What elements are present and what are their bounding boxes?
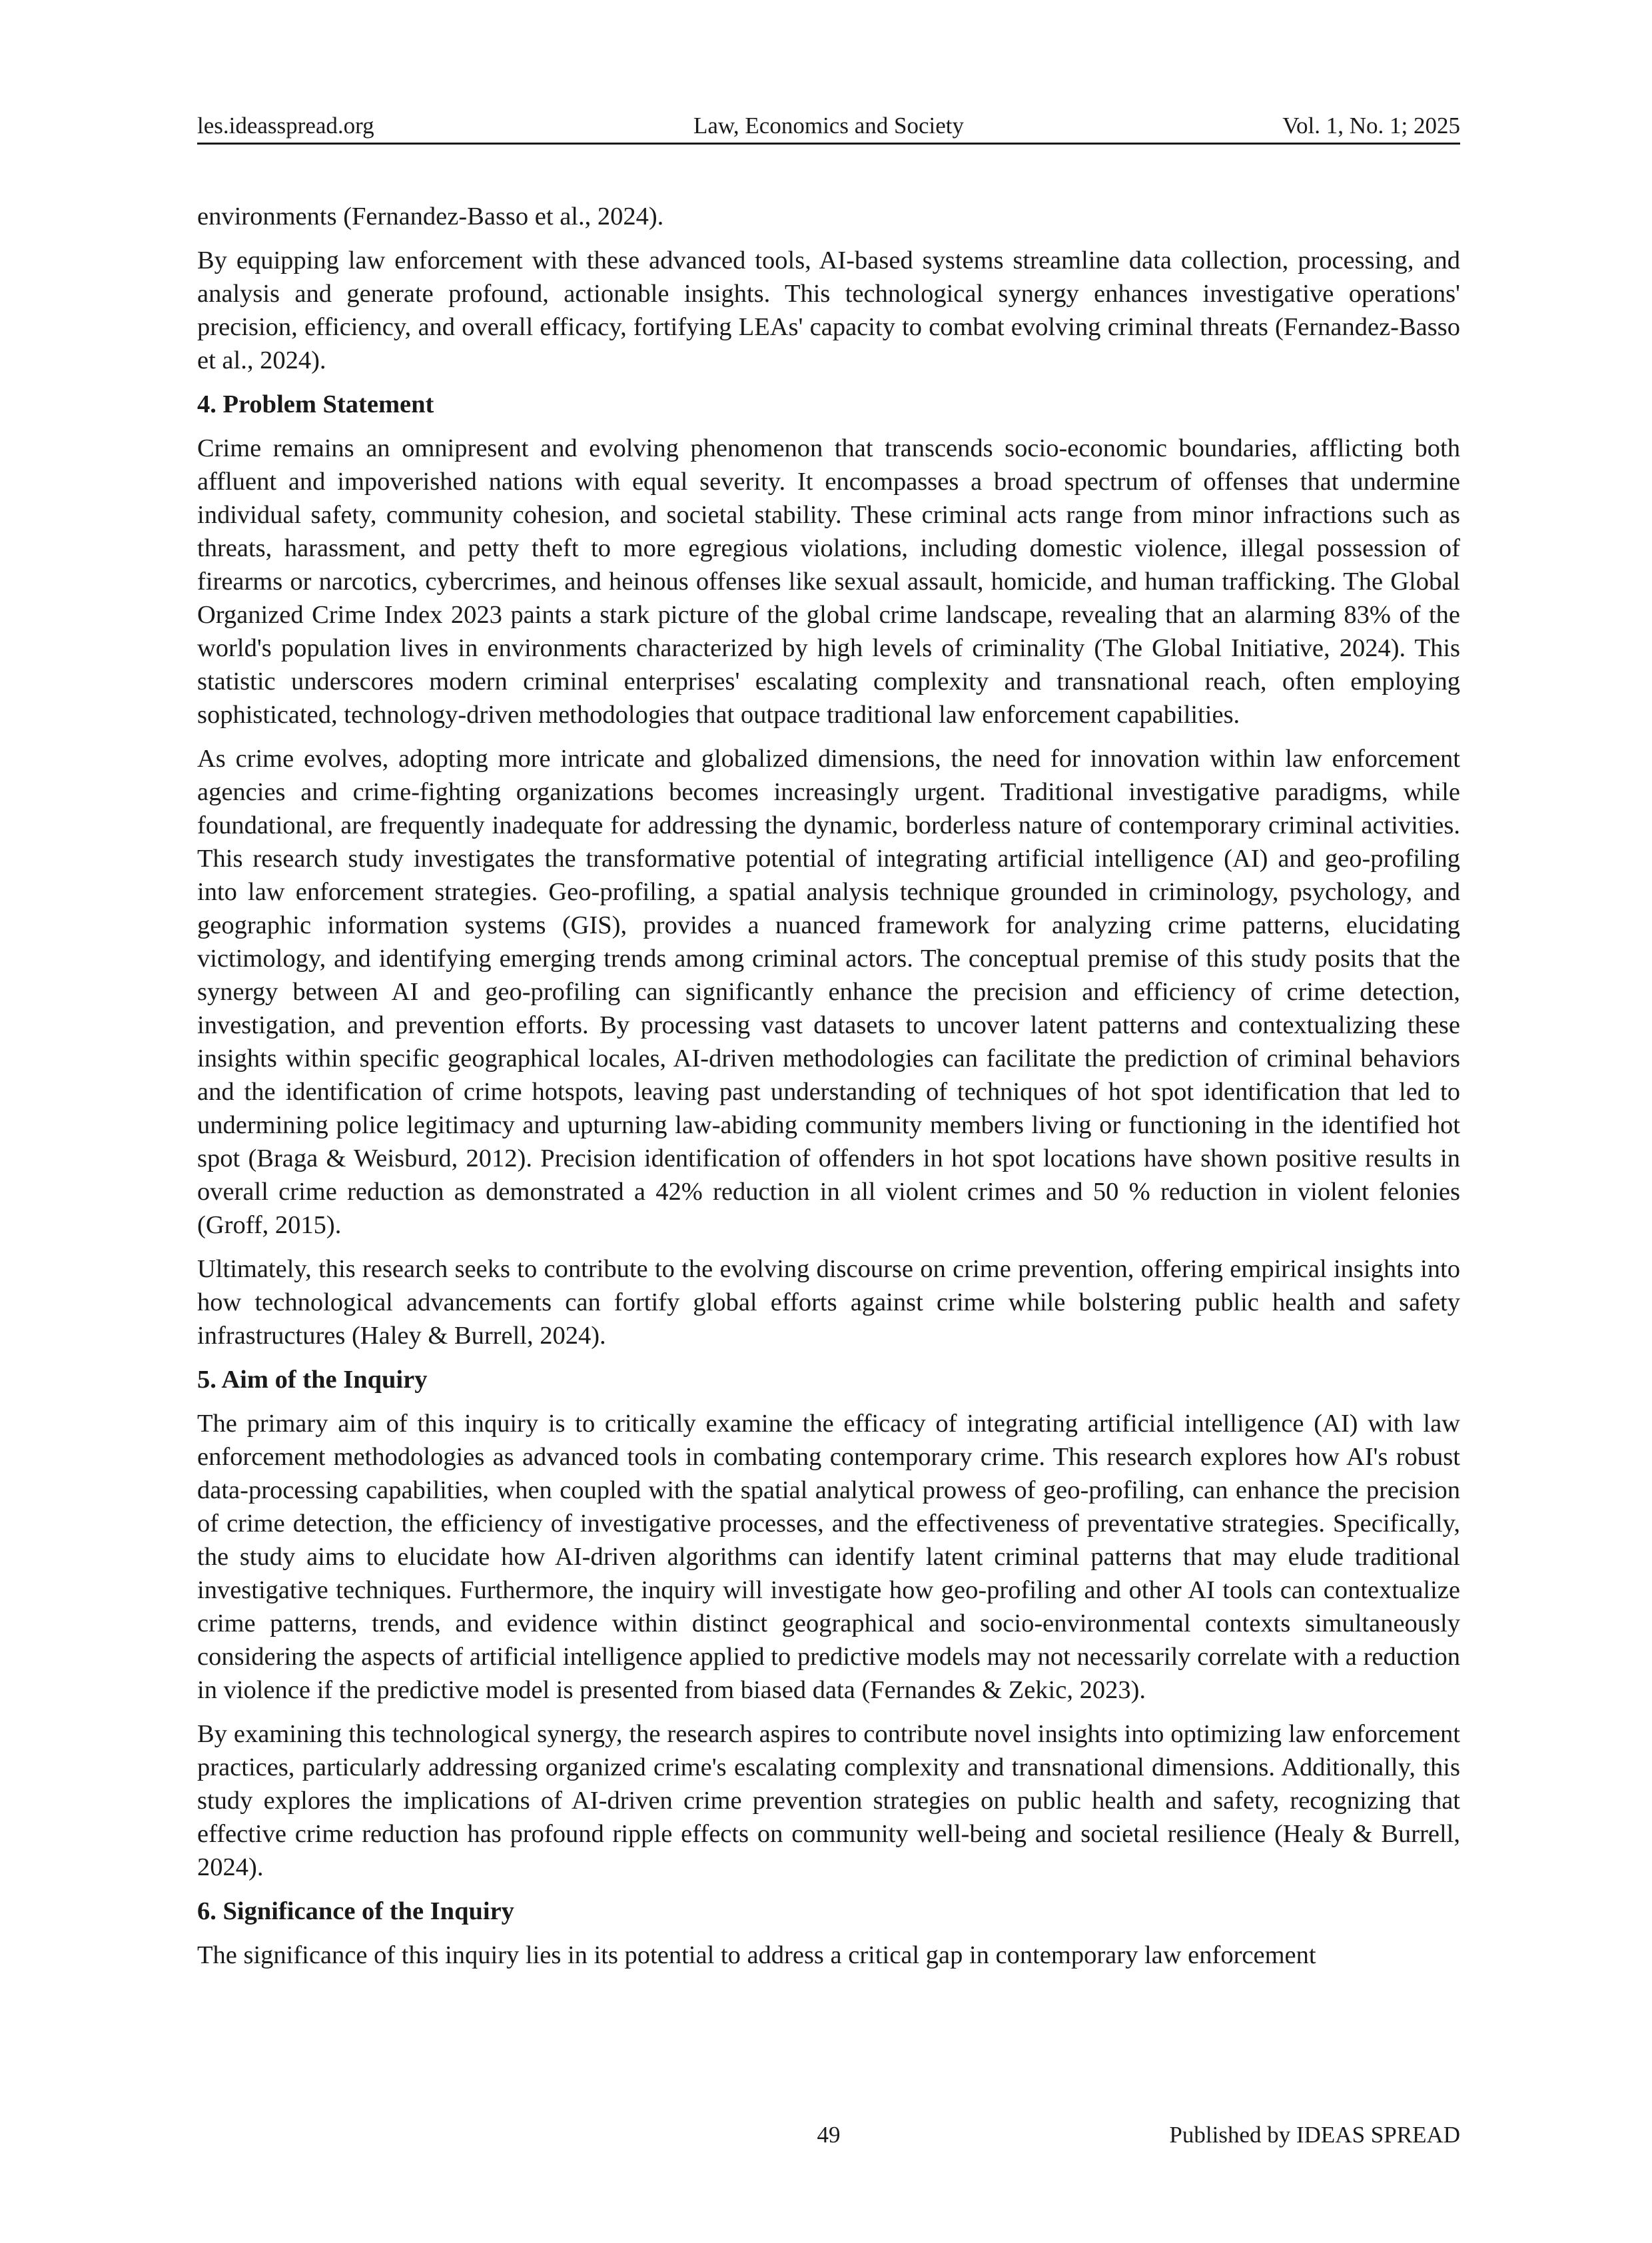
- paragraph-continued: environments (Fernandez-Basso et al., 2024).: [197, 203, 664, 230]
- section-heading-aim-of-inquiry: 5. Aim of the Inquiry: [197, 1366, 428, 1394]
- journal-title: Law, Economics and Society: [693, 113, 964, 139]
- journal-website: les.ideasspread.org: [197, 113, 374, 139]
- running-header: [197, 109, 1460, 145]
- paragraph-problem-statement-2: As crime evolves, adopting more intricate and globalized dimensions, the need for innovation within law enforcement agencies and crime-fighting organizations becomes increasingly urgent. Traditional investigative paradigms, while foundational, are frequently inadequate for addressing the dynamic, borderless nature of contemporary criminal activities. This research study investigates the transformative potential of integrating artificial intelligence (AI) and geo-profiling into law enforcement strategies. Geo-profiling, a spatial analysis technique grounded in criminology, psychology, and geographic information systems (GIS), provides a nuanced framework for analyzing crime patterns, elucidating victimology, and identifying emerging trends among criminal actors. The conceptual premise of this study posits that the synergy between AI and geo-profiling can significantly enhance the precision and efficiency of crime detection, investigation, and prevention efforts. By processing vast datasets to uncover latent patterns and contextualizing these insights within specific geographical locales, AI-driven methodologies can facilitate the prediction of criminal behaviors and the identification of crime hotspots, leaving past understanding of techniques of hot spot identification that led to undermining police legitimacy and upturning law-abiding community members living or functioning in the identified hot spot (Braga & Weisburd, 2012). Precision identification of offenders in hot spot locations have shown positive results in overall crime reduction as demonstrated a 42% reduction in all violent crimes and 50 % reduction in violent felonies (Groff, 2015).: [197, 745, 1460, 1239]
- paragraph-aim-2: By examining this technological synergy, the research aspires to contribute novel insights into optimizing law enforcement practices, particularly addressing organized crime's escalating complexity and transnational dimensions. Additionally, this study explores the implications of AI-driven crime prevention strategies on public health and safety, recognizing that effective crime reduction has profound ripple effects on community well-being and societal resilience (Healy & Burrell, 2024).: [197, 1720, 1460, 1881]
- running-footer: [197, 2118, 1460, 2152]
- publisher-credit: Published by IDEAS SPREAD: [1169, 2122, 1460, 2148]
- journal-page: [197, 0, 1460, 2243]
- paragraph-problem-statement-1: Crime remains an omnipresent and evolving phenomenon that transcends socio-economic boundaries, afflicting both affluent and impoverished nations with equal severity. It encompasses a broad spectrum of offenses that undermine individual safety, community cohesion, and societal stability. These criminal acts range from minor infractions such as threats, harassment, and petty theft to more egregious violations, including domestic violence, illegal possession of firearms or narcotics, cybercrimes, and heinous offenses like sexual assault, homicide, and human trafficking. The Global Organized Crime Index 2023 paints a stark picture of the global crime landscape, revealing that an alarming 83% of the world's population lives in environments characterized by high levels of criminality (The Global Initiative, 2024). This statistic underscores modern criminal enterprises' escalating complexity and transnational reach, often employing sophisticated, technology-driven methodologies that outpace traditional law enforcement capabilities.: [197, 434, 1460, 729]
- paragraph-aim-1: The primary aim of this inquiry is to critically examine the efficacy of integrating artificial intelligence (AI) with law enforcement methodologies as advanced tools in combating contemporary crime. This research explores how AI's robust data-processing capabilities, when coupled with the spatial analytical prowess of geo-profiling, can enhance the precision of crime detection, the efficiency of investigative processes, and the effectiveness of preventative strategies. Specifically, the study aims to elucidate how AI-driven algorithms can identify latent criminal patterns that may elude traditional investigative techniques. Furthermore, the inquiry will investigate how geo-profiling and other AI tools can contextualize crime patterns, trends, and evidence within distinct geographical and socio-environmental contexts simultaneously considering the aspects of artificial intelligence applied to predictive models may not necessarily correlate with a reduction in violence if the predictive model is presented from biased data (Fernandes & Zekic, 2023).: [197, 1410, 1460, 1704]
- paragraph-significance-1: The significance of this inquiry lies in its potential to address a critical gap in contemporary law enforcement: [197, 1941, 1316, 1969]
- article-body: [197, 200, 1460, 1983]
- paragraph-equipping-law-enforcement: By equipping law enforcement with these advanced tools, AI-based systems streamline data collection, processing, and analysis and generate profound, actionable insights. This technological synergy enhances investigative operations' precision, efficiency, and overall efficacy, fortifying LEAs' capacity to combat evolving criminal threats (Fernandez-Basso et al., 2024).: [197, 246, 1460, 374]
- volume-issue: Vol. 1, No. 1; 2025: [1282, 113, 1460, 139]
- section-heading-significance: 6. Significance of the Inquiry: [197, 1897, 514, 1925]
- paragraph-problem-statement-3: Ultimately, this research seeks to contribute to the evolving discourse on crime prevention, offering empirical insights into how technological advancements can fortify global efforts against crime while bolstering public health and safety infrastructures (Haley & Burrell, 2024).: [197, 1255, 1460, 1350]
- page-number: 49: [817, 2122, 841, 2148]
- section-heading-problem-statement: 4. Problem Statement: [197, 390, 434, 418]
